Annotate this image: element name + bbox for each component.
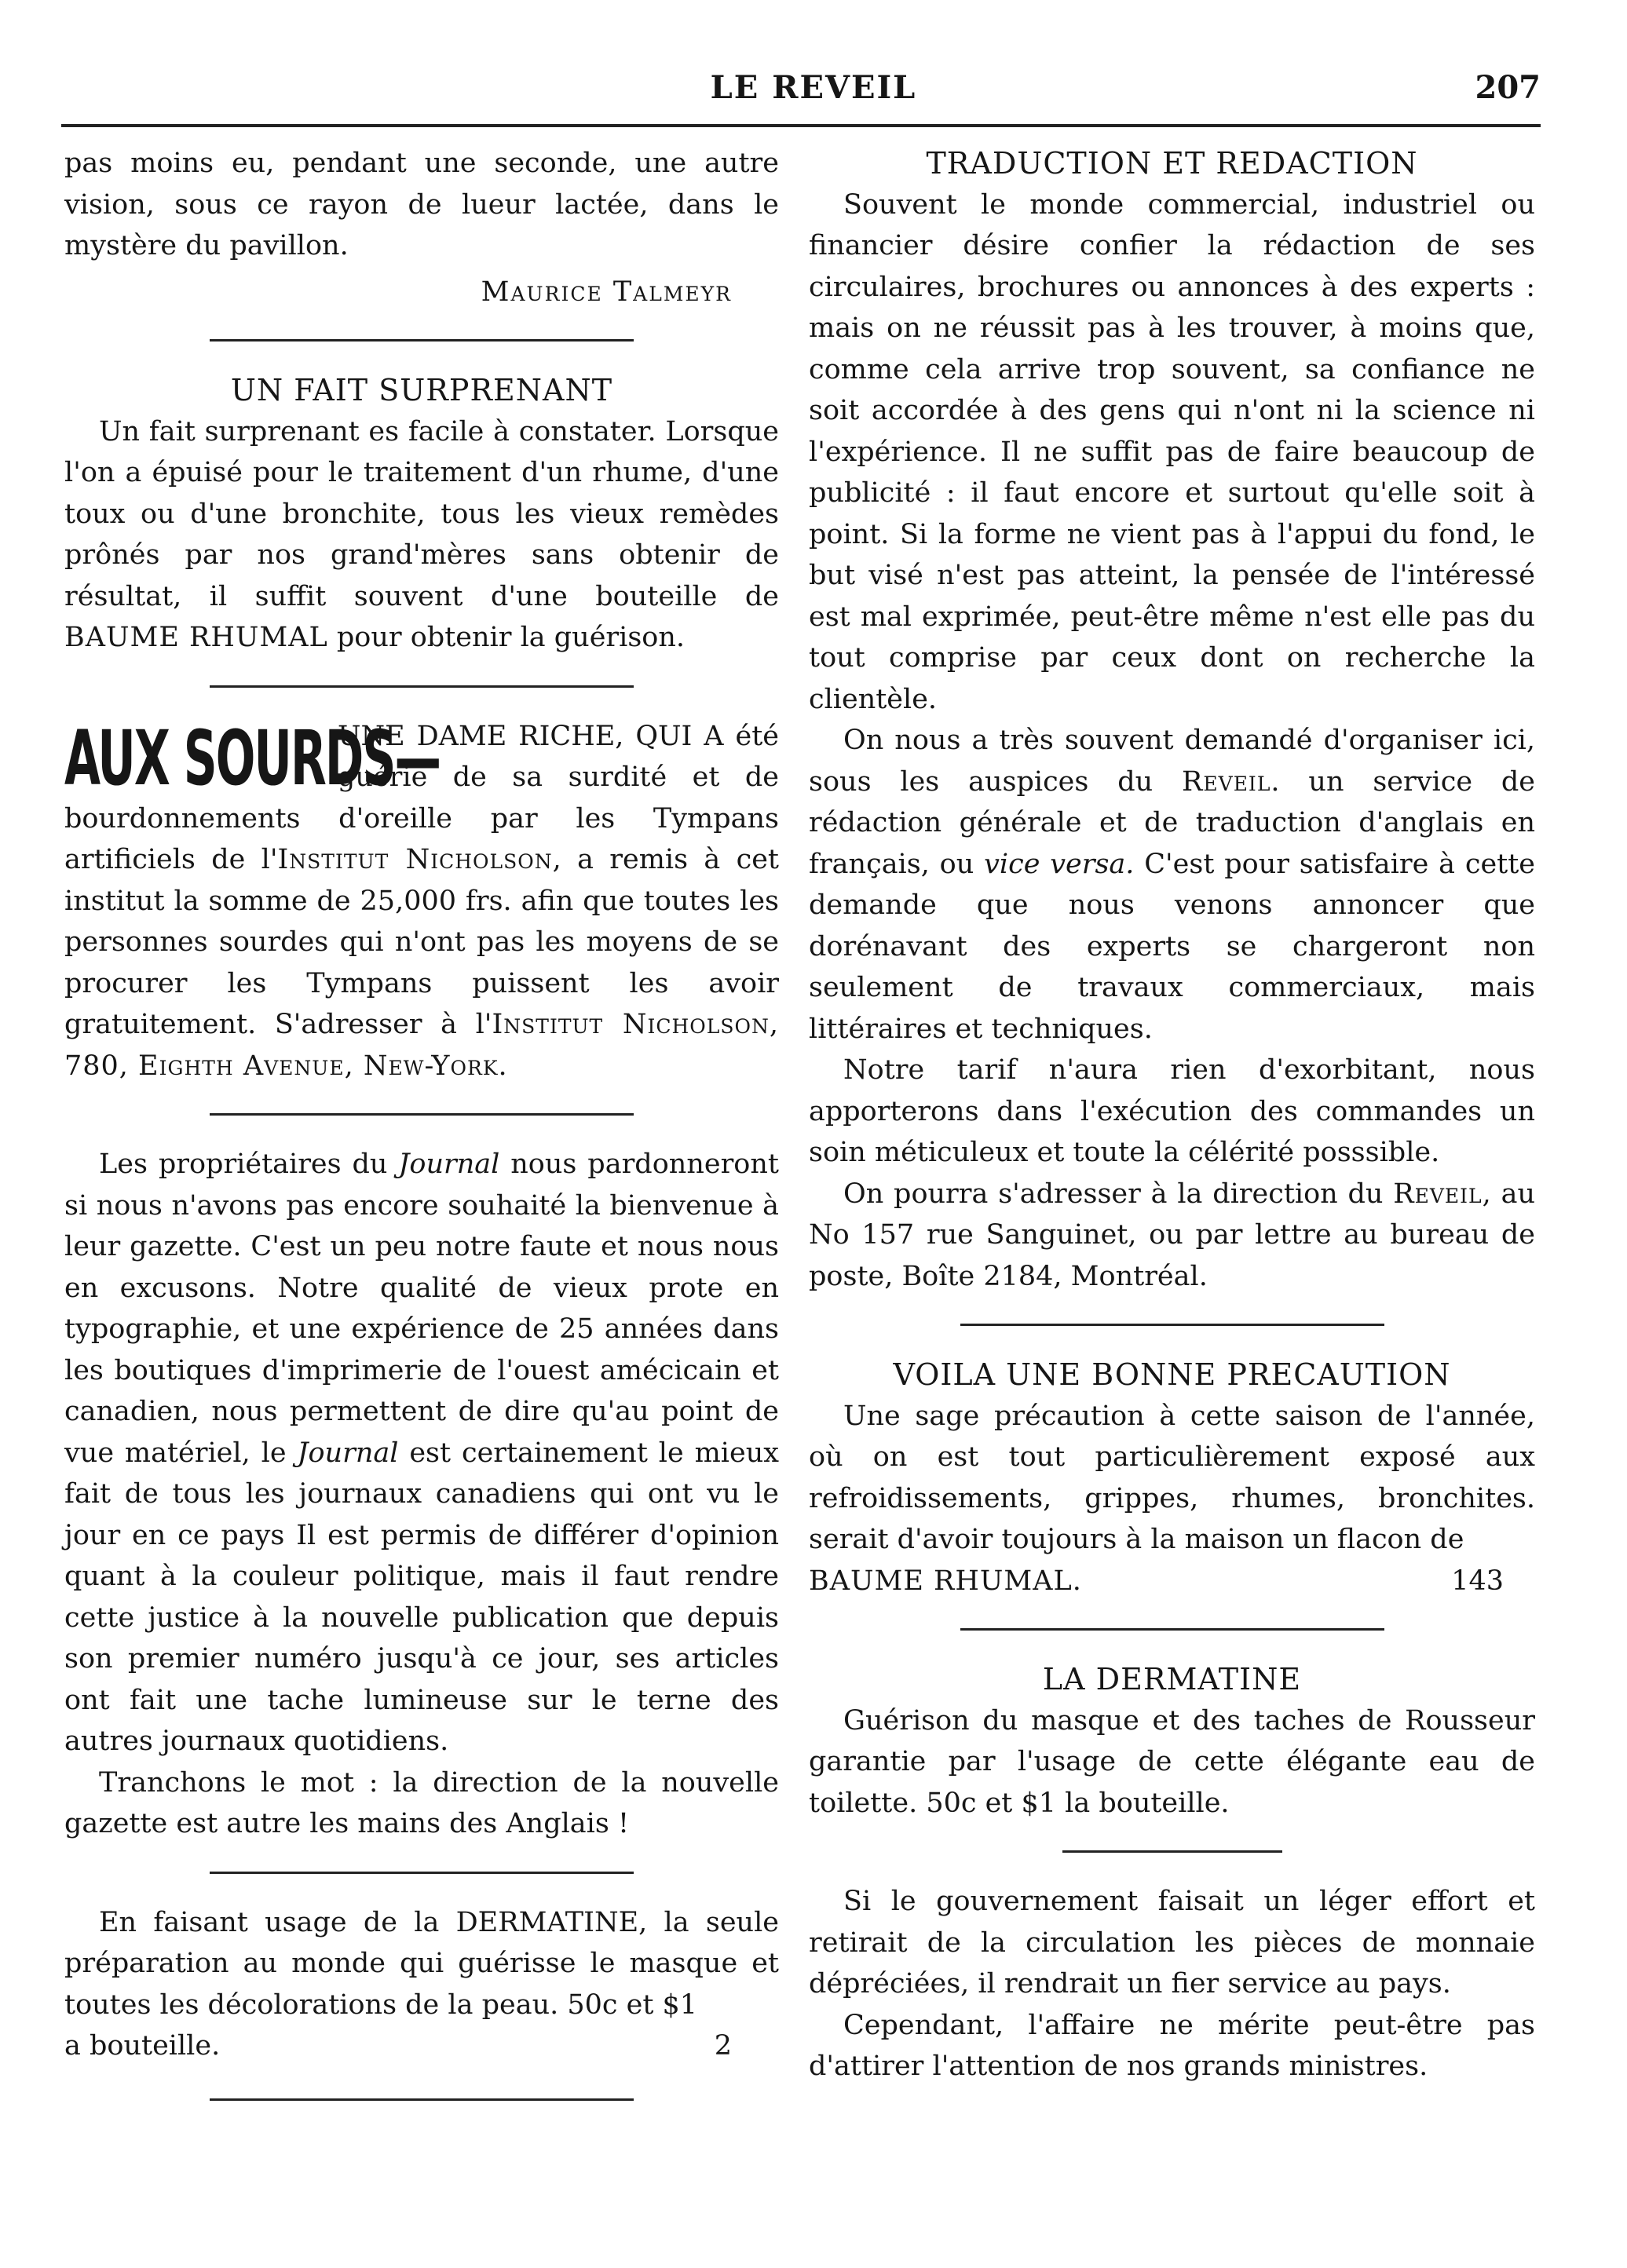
journal-word: Journal bbox=[398, 1149, 500, 1180]
author-signature: Maurice Talmeyr bbox=[481, 276, 732, 308]
gouvernement-paragraph-1: Si le gouvernement faisait un léger effort et retirait de la circulation les pièces de monnaie dépréciées, il rendrait un fier service au pays. bbox=[809, 1886, 1535, 2000]
section-divider bbox=[210, 339, 634, 341]
traduction-text-4: On pourra s'adresser à la direction du bbox=[843, 1178, 1394, 1210]
fait-paragraph bbox=[64, 411, 779, 659]
ad-number: 2 bbox=[714, 2030, 732, 2062]
reveil-name: Reveil bbox=[1182, 765, 1271, 798]
dermatine-ad-last-line: a bouteille. bbox=[64, 2030, 221, 2062]
journal-paragraph bbox=[64, 1144, 779, 1762]
sourds-text-2: , a remis à cet institut la somme de 25,000 frs. afin que toutes les personnes sourdes qui n'ont pas les moyens de se procurer les Tympans puissent les avoir gratuitement. S'adresser à l' bbox=[64, 844, 779, 1040]
continued-paragraph: pas moins eu, pendant une seconde, une autre vision, sous ce rayon de lueur lactée, dans le mystère du pavillon. bbox=[64, 148, 779, 261]
institut-name: Institut Nicholson bbox=[277, 844, 553, 875]
traduction-paragraph-3: Notre tarif n'aura rien d'exorbitant, nous apporterons dans l'exécution des commandes un soin méticuleux et toute la célérité posssible. bbox=[809, 1054, 1535, 1168]
section-divider bbox=[210, 685, 634, 688]
institut-address: Institut Nicholson, 780, Eighth Avenue, New-York. bbox=[64, 1009, 780, 1082]
reveil-name: Reveil bbox=[1393, 1178, 1483, 1210]
journal-text-3: est certainement le mieux fait de tous les journaux canadiens qui ont vu le jour en ce pays Il est permis de différer d'opinion quant à la couleur politique, mais il faut rendre cette justice à la nouvelle publication que depuis son premier numéro jusqu'à ce jour, ses articles ont fait une tache lumineuse sur le terne des autres journaux quotidiens. bbox=[64, 1437, 779, 1757]
section-title-traduction: TRADUCTION ET REDACTION bbox=[926, 146, 1418, 181]
traduction-text-3: C'est pour satisfaire à cette demande que nous venons annoncer que dorénavant des experts se chargeront non seulement de travaux commerciaux, mais littéraires et techniques. bbox=[809, 848, 1535, 1045]
brand-name: BAUME RHUMAL bbox=[64, 622, 328, 653]
traduction-text-2: . un service de rédaction générale et de traduction d'anglais en français, ou bbox=[809, 765, 1536, 880]
brand-name: BAUME RHUMAL. bbox=[809, 1565, 1082, 1597]
traduction-paragraph-2 bbox=[809, 720, 1535, 1050]
section-title-dermatine: LA DERMATINE bbox=[1042, 1662, 1302, 1696]
section-divider bbox=[210, 1872, 634, 1874]
page-number: 207 bbox=[1475, 69, 1541, 106]
traduction-paragraph-4 bbox=[809, 1174, 1535, 1298]
journal-text: Les propriétaires du bbox=[99, 1149, 399, 1180]
dermatine-ad-paragraph: En faisant usage de la DERMATINE, la seule préparation au monde qui guérisse le masque et toutes les décolorations de la peau. 50c et $1 bbox=[64, 1906, 779, 2021]
section-divider bbox=[1062, 1850, 1282, 1853]
running-title: LE REVEIL bbox=[710, 69, 917, 106]
ad-number: 143 bbox=[1451, 1565, 1504, 1597]
dermatine-paragraph: Guérison du masque et des taches de Rousseur garantie par l'usage de cette élégante eau de toilette. 50c et $1 la bouteille. bbox=[809, 1704, 1535, 1819]
right-column bbox=[809, 143, 1535, 2087]
sourds-ad bbox=[64, 716, 779, 1087]
journal-paragraph-2: Tranchons le mot : la direction de la nouvelle gazette est autre les mains des Anglais ! bbox=[64, 1766, 779, 1839]
precaution-paragraph: Une sage précaution à cette saison de l'année, où on est tout particulièrement exposé aux refroidissements, grippes, rhumes, bronchites. serait d'avoir toujours à la maison un flacon de bbox=[809, 1400, 1535, 1555]
section-divider bbox=[210, 2098, 634, 2101]
fait-text-end: pour obtenir la guérison. bbox=[327, 622, 686, 653]
page-header bbox=[0, 0, 1627, 126]
precaution-footer bbox=[809, 1561, 1535, 1602]
section-divider bbox=[960, 1324, 1384, 1326]
vice-versa: vice versa. bbox=[984, 848, 1135, 880]
section-title-fait: UN FAIT SURPRENANT bbox=[230, 373, 613, 407]
traduction-text: On nous a très souvent demandé d'organiser ici, sous les auspices du bbox=[809, 725, 1535, 798]
fait-text: Un fait surprenant es facile à constater. Lorsque l'on a épuisé pour le traitement d'un rhume, d'une toux ou d'une bronchite, tous les vieux remèdes prônés par nos grand'mères sans obtenir de résultat, il suffit souvent d'une bouteille de bbox=[64, 415, 779, 612]
sourds-text: UNE DAME RICHE, QUI A été guérie de sa surdité et de bourdonnements d'oreille par les Tympans artificiels de l' bbox=[64, 720, 779, 875]
left-column bbox=[64, 143, 779, 2129]
header-rule bbox=[61, 124, 1541, 127]
gouvernement-paragraph-2: Cependant, l'affaire ne mérite peut-être pas d'attirer l'attention de nos grands ministres. bbox=[809, 2009, 1535, 2082]
section-divider bbox=[210, 1113, 634, 1116]
journal-word: Journal bbox=[297, 1437, 399, 1469]
traduction-paragraph-1: Souvent le monde commercial, industriel ou financier désire confier la rédaction de ses circulaires, brochures ou annonces à des experts : mais on ne réussit pas à les trouver, à moins que, comme cela arrive trop souvent, sa confiance ne soit accordée à des gens qui n'ont ni la science ni l'expérience. Il ne suffit pas de faire beaucoup de publicité : il faut encore et surtout qu'elle soit à point. Si la forme ne vient pas à l'appui du fond, le but visé n'est pas atteint, la pensée de l'intéressé est mal exprimée, peut-être même n'est elle pas du tout comprise par ceux dont on recherche la clientèle. bbox=[809, 188, 1535, 715]
journal-text-2: nous pardonneront si nous n'avons pas encore souhaité la bienvenue à leur gazette. C'est un peu notre faute et nous nous en excusons. Notre qualité de vieux prote en typographie, et une expérience de 25 années dans les boutiques d'imprimerie de l'ouest amécicain et canadien, nous permettent de dire qu'au point de vue matériel, le bbox=[64, 1149, 779, 1469]
section-title-precaution: VOILA UNE BONNE PRECAUTION bbox=[893, 1357, 1451, 1392]
dermatine-ad-footer bbox=[64, 2025, 779, 2067]
drop-title-sourds: AUX SOURDS— bbox=[64, 714, 441, 802]
section-divider bbox=[960, 1628, 1384, 1631]
traduction-text-5: , au No 157 rue Sanguinet, ou par lettre au bureau de poste, Boîte 2184, Montréal. bbox=[809, 1178, 1535, 1292]
